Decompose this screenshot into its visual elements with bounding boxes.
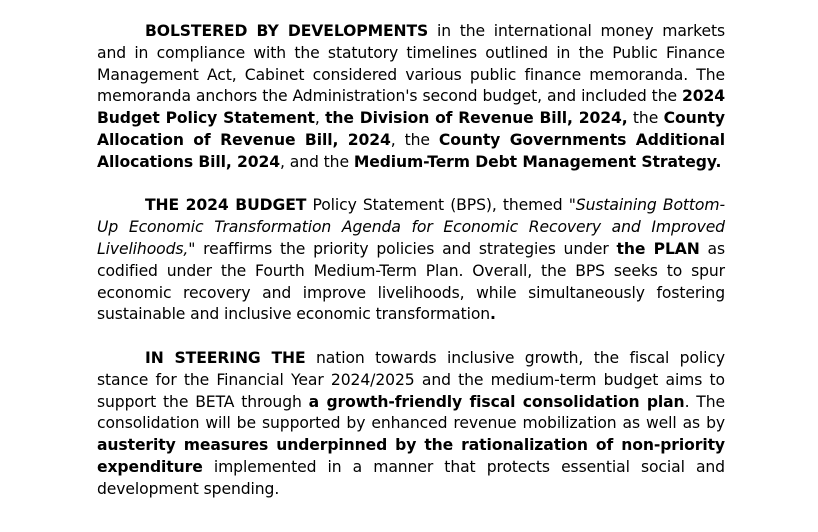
lead-in-heading: BOLSTERED BY DEVELOPMENTS [145, 22, 429, 40]
bold-phrase: a growth-friendly fiscal consolidation plan [308, 392, 685, 411]
bold-period: . [490, 305, 496, 324]
bold-phrase: 2024 Budget Policy Statement [97, 87, 725, 128]
bold-phrase: the PLAN [616, 239, 700, 258]
paragraph-text: as codified under the Fourth Medium-Term Plan. Overall, the BPS seeks to spur economic recovery and improve livelihoods, while simultaneously fostering sustainable and inclusive economic transformation [97, 239, 725, 324]
paragraph-text: the [627, 109, 664, 128]
paragraph-text: nation towards inclusive growth, the fiscal policy stance for the Financial Year 2024/2025 and the medium-term budget aims to support the BETA through [97, 348, 725, 411]
italic-theme-quote: "Sustaining Bottom-Up Economic Transformation Agenda for Economic Recovery and Improved Livelihoods," [97, 196, 725, 258]
paragraph-text: , the [390, 130, 439, 149]
paragraph-budget-policy-statement [97, 195, 725, 326]
document-body [97, 21, 725, 501]
bold-phrase: Medium-Term Debt Management Strategy. [353, 152, 722, 171]
paragraph-text: . The consolidation will be supported by enhanced revenue mobilization as well as by [97, 392, 725, 433]
paragraph-text: Policy Statement (BPS), themed [306, 196, 569, 215]
bold-phrase: austerity measures underpinned by the rationalization of non-priority expenditure [97, 436, 725, 476]
paragraph-text: reaffirms the priority policies and strategies under [195, 239, 617, 258]
lead-in-heading: THE 2024 BUDGET [145, 196, 307, 215]
paragraph-text: , and the [280, 152, 354, 171]
lead-in-heading: IN STEERING THE [145, 348, 306, 367]
paragraph-text: , [314, 109, 326, 128]
bold-phrase: the Division of Revenue Bill, 2024, [325, 109, 628, 128]
paragraph-text: in the international money markets and in compliance with the statutory timelines outlined in the Public Finance Management Act, Cabinet considered various public finance memoranda. The memoranda anchors the Administration's second budget, and included the [97, 22, 726, 106]
bold-phrase: County Allocation of Revenue Bill, 2024 [97, 109, 725, 149]
paragraph-text: implemented in a manner that protects essential social and development spending. [97, 457, 725, 498]
paragraph-budget-memoranda [97, 21, 725, 174]
paragraph-fiscal-policy-stance [97, 348, 725, 501]
bold-phrase: County Governments Additional Allocations Bill, 2024 [97, 130, 725, 171]
